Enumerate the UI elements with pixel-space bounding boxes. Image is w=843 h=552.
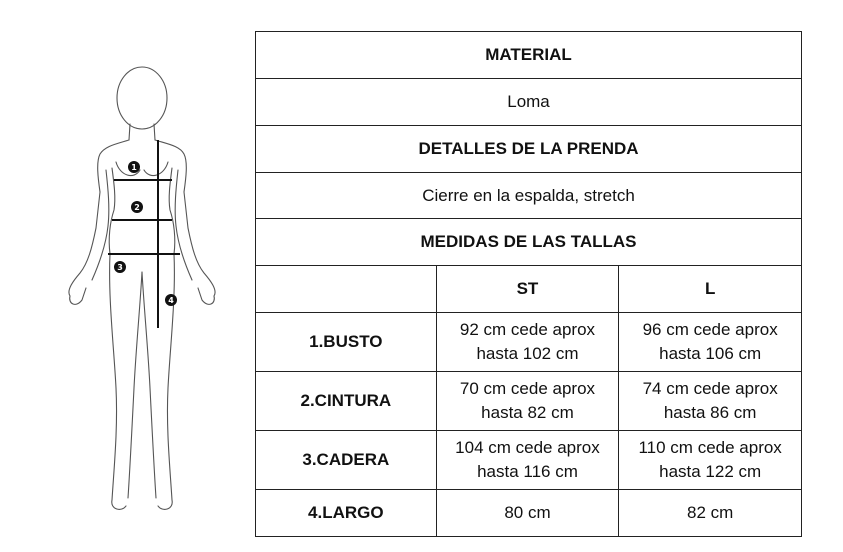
- row-label: 1.BUSTO: [256, 313, 437, 372]
- row-label: 2.CINTURA: [256, 372, 437, 431]
- material-header: MATERIAL: [256, 32, 802, 79]
- cell-line: 74 cm cede aprox: [642, 379, 778, 398]
- sizes-header: MEDIDAS DE LAS TALLAS: [256, 219, 802, 266]
- details-value-row: [256, 173, 802, 219]
- cell-line: hasta 82 cm: [481, 403, 574, 422]
- details-header: DETALLES DE LA PRENDA: [256, 126, 802, 173]
- row-label: 3.CADERA: [256, 431, 437, 490]
- body-outline-illustration: [30, 58, 240, 528]
- row-label: 4.LARGO: [256, 490, 437, 537]
- table-row: [256, 372, 802, 431]
- cell-line: 96 cm cede aprox: [642, 320, 778, 339]
- details-value: Cierre en la espalda, stretch: [256, 173, 802, 219]
- table-row: [256, 431, 802, 490]
- table-row: [256, 313, 802, 372]
- details-header-row: [256, 126, 802, 173]
- svg-text:4: 4: [168, 296, 174, 305]
- cell-st: [436, 372, 619, 431]
- cell-line: 70 cm cede aprox: [459, 379, 596, 398]
- table-row: [256, 490, 802, 537]
- cell-l: [619, 431, 802, 490]
- body-measurement-figure: [30, 58, 240, 528]
- material-value-row: [256, 79, 802, 126]
- cell-line: hasta 102 cm: [476, 344, 579, 363]
- cell-l: [619, 313, 802, 372]
- size-chart-table: [255, 31, 802, 537]
- svg-text:3: 3: [117, 263, 123, 272]
- sizes-header-row: [256, 219, 802, 266]
- cell-line: hasta 86 cm: [663, 403, 757, 422]
- svg-text:1: 1: [131, 163, 137, 172]
- cell-line: hasta 116 cm: [477, 462, 578, 481]
- svg-text:2: 2: [134, 203, 140, 212]
- material-header-row: [256, 32, 802, 79]
- cell-st: 80 cm: [436, 490, 619, 537]
- cell-l: 82 cm: [619, 490, 802, 537]
- cell-line: hasta 122 cm: [659, 462, 762, 481]
- cell-st: [436, 313, 619, 372]
- column-header-empty: [256, 266, 437, 313]
- cell-st: [436, 431, 619, 490]
- column-header-l: L: [619, 266, 802, 313]
- cell-line: 104 cm cede aprox: [455, 438, 600, 457]
- cell-l: [619, 372, 802, 431]
- cell-line: 110 cm cede aprox: [638, 438, 782, 457]
- material-value: Loma: [256, 79, 802, 126]
- column-header-st: ST: [436, 266, 619, 313]
- column-header-row: [256, 266, 802, 313]
- cell-line: hasta 106 cm: [659, 344, 762, 363]
- cell-line: 92 cm cede aprox: [459, 320, 596, 339]
